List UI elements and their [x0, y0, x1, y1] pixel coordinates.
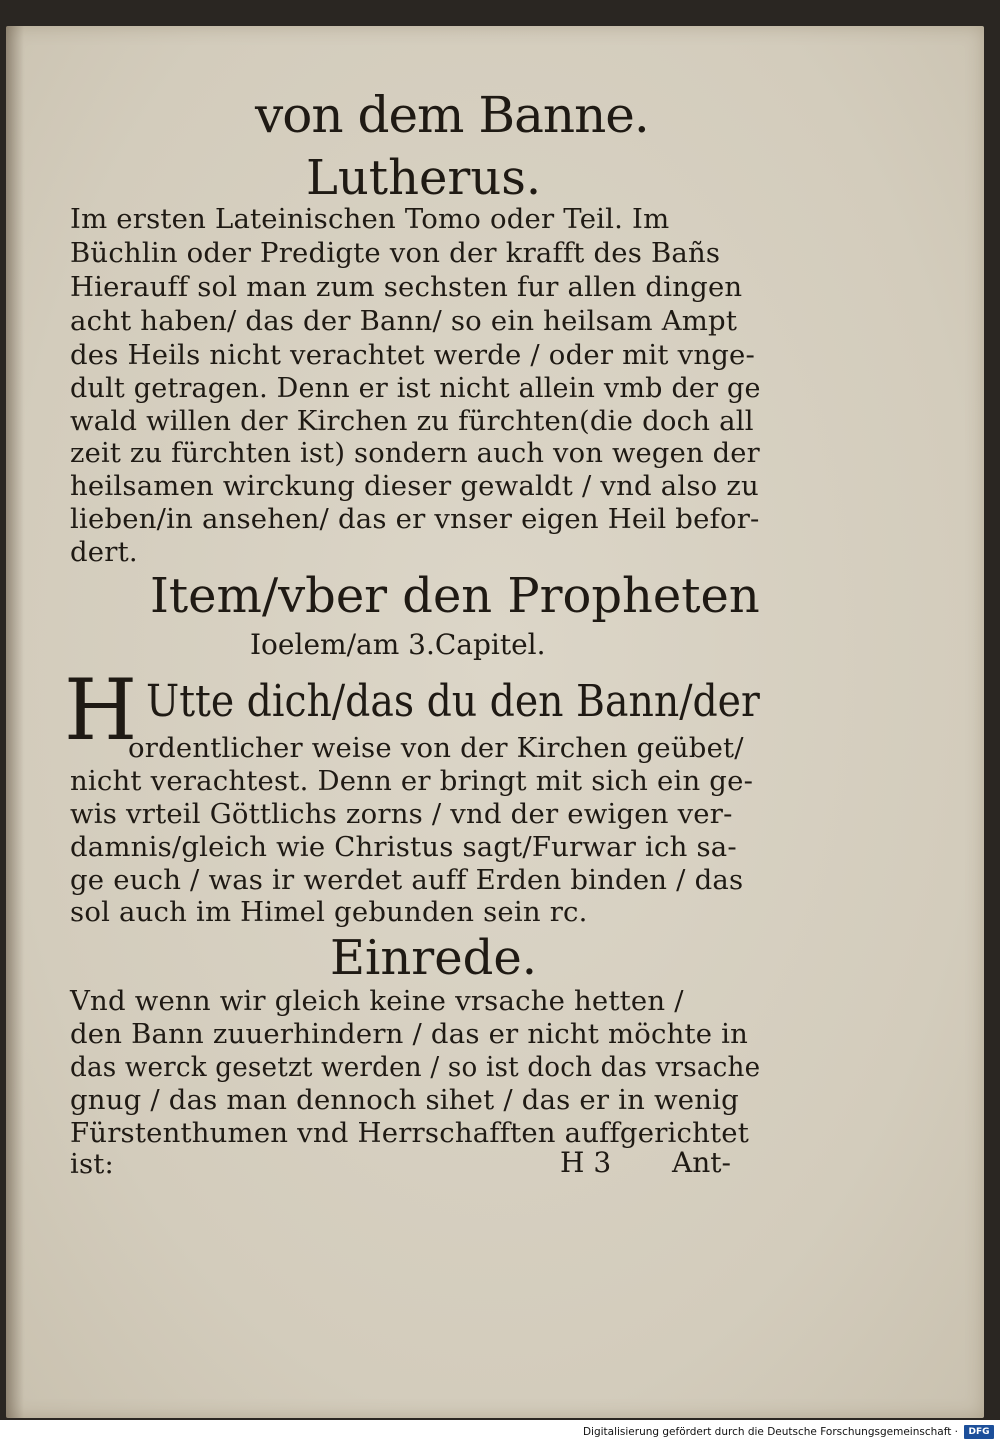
running-head: von dem Banne.: [255, 86, 649, 144]
section-subheading: Ioelem/am 3.Capitel.: [250, 628, 546, 661]
page-gutter-shadow: [6, 26, 24, 1418]
text-line: zeit zu fürchten ist) sondern auch von wegen der: [70, 437, 760, 469]
dfg-logo: DFG: [964, 1425, 994, 1439]
text-line: den Bann zuuerhindern / das er nicht möchte in: [70, 1018, 749, 1050]
text-line: Hierauff sol man zum sechsten fur allen dingen: [70, 271, 743, 303]
text-line: nicht verachtest. Denn er bringt mit sich ein ge-: [70, 765, 754, 797]
signature-mark: H 3: [560, 1146, 612, 1179]
text-line: damnis/gleich wie Christus sagt/Furwar ich sa-: [70, 831, 737, 863]
text-line: des Heils nicht verachtet werde / oder mit vnge-: [70, 339, 756, 371]
text-line: heilsamen wirckung dieser gewaldt / vnd also zu: [70, 470, 759, 502]
text-line: dert.: [70, 536, 138, 568]
text-line-last: ist:: [70, 1148, 115, 1180]
text-line: lieben/in ansehen/ das er vnser eigen Heil befor-: [70, 503, 760, 535]
text-line: sol auch im Himel gebunden sein rc.: [70, 896, 588, 928]
catchword: Ant-: [672, 1146, 731, 1179]
text-line: dult getragen. Denn er ist nicht allein vmb der ge: [70, 372, 761, 404]
text-line: gnug / das man dennoch sihet / das er in wenig: [70, 1084, 739, 1116]
text-line-first: Utte dich/das du den Bann/der: [146, 676, 760, 727]
text-line: Vnd wenn wir gleich keine vrsache hetten /: [70, 985, 684, 1017]
section-heading: Item/vber den Propheten: [150, 568, 760, 624]
decorated-initial: H: [64, 661, 138, 759]
section-heading: Einrede.: [330, 930, 538, 986]
text-line: Büchlin oder Predigte von der krafft des Bañs: [70, 237, 721, 269]
author-heading: Lutherus.: [306, 150, 542, 206]
text-line: Im ersten Lateinischen Tomo oder Teil. Im: [70, 203, 670, 235]
text-line: das werck gesetzt werden / so ist doch das vrsache: [70, 1051, 761, 1083]
text-line: wald willen der Kirchen zu fürchten(die doch all: [70, 405, 754, 437]
text-line: ge euch / was ir werdet auff Erden binden / das: [70, 864, 744, 896]
text-line: Fürstenthumen vnd Herrschafften auffgerichtet: [70, 1117, 750, 1149]
text-line: acht haben/ das der Bann/ so ein heilsam Ampt: [70, 305, 738, 337]
text-line: ordentlicher weise von der Kirchen geübet/: [128, 732, 744, 764]
funding-credit: Digitalisierung gefördert durch die Deutsche Forschungsgemeinschaft ·: [582, 1426, 958, 1438]
text-line: wis vrteil Göttlichs zorns / vnd der ewigen ver-: [70, 798, 733, 830]
